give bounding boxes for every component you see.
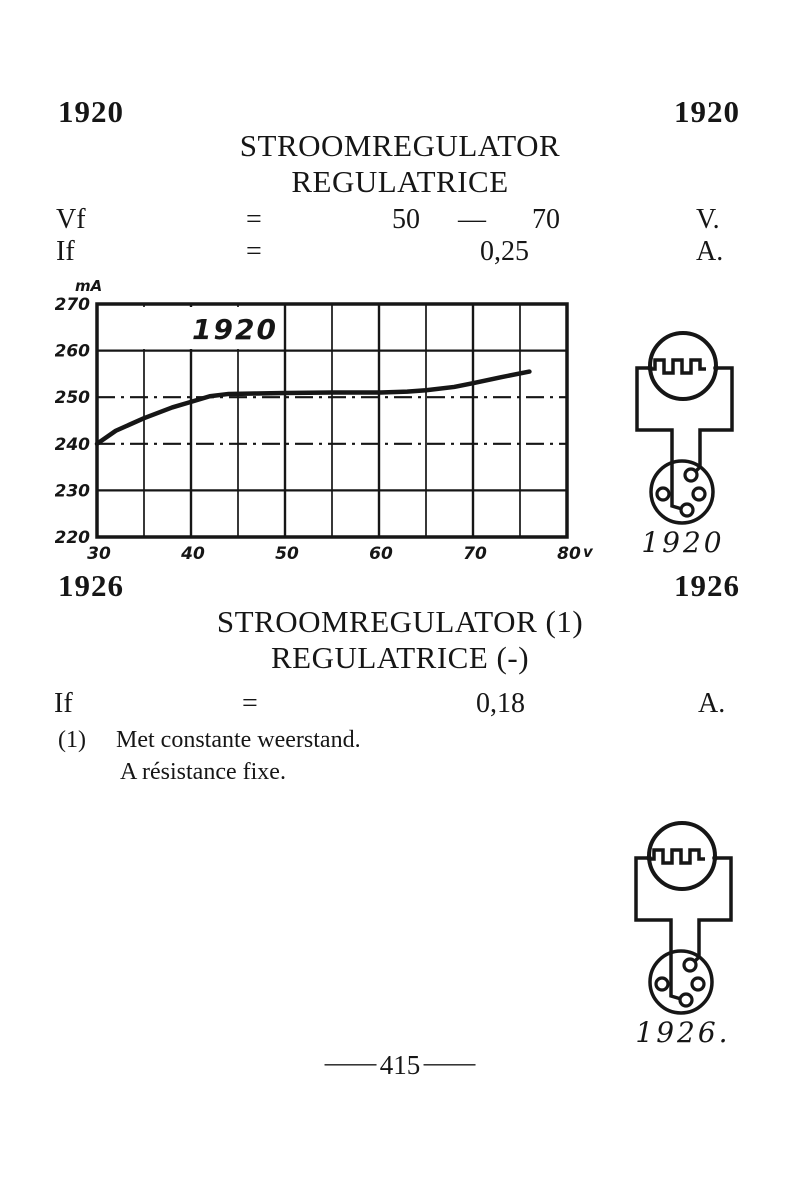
section-title-line2: REGULATRICE [291,164,509,199]
base-pin [692,978,704,990]
spec-row-vf [0,206,800,242]
y-tick-label: 270 [55,295,90,315]
x-tick-label: 30 [87,544,111,564]
base-pin [657,488,669,500]
x-tick-label: 80 [557,544,581,564]
base-pin [681,504,693,516]
x-tick-label: 50 [275,544,299,564]
base-pin [656,978,668,990]
year-header-1920-left: 1920 [58,94,124,129]
spec-label: If [56,236,75,267]
tube-schematic-1926 [612,818,752,1018]
spec-value: 0,18 [476,688,525,719]
base-pin [684,959,696,971]
x-tick-label: 60 [369,544,393,564]
page-number-value: 415 [379,1050,421,1080]
base-pin [693,488,705,500]
base-pin [685,469,697,481]
spec-row-if [0,238,800,274]
footnote-line1: Met constante weerstand. [116,727,361,753]
year-header-1926-left: 1926 [58,568,124,603]
section-title-line2: REGULATRICE (-) [270,640,530,675]
filament-icon [649,360,706,373]
symbol-caption-1920: 1920 [641,526,725,559]
section-title-line1: STROOMREGULATOR [239,128,561,163]
x-tick-label: 40 [181,544,205,564]
spec-value-min: 50 [392,204,420,235]
spec-value: 0,25 [480,236,529,267]
equals-sign: = [242,688,258,719]
spec-unit: A. [696,236,724,267]
year-header-1920-right: 1920 [674,94,740,129]
footnote-line2: A résistance fixe. [120,759,286,785]
y-tick-label: 260 [55,341,90,362]
y-axis-unit-label: mA [75,278,103,295]
spec-label: If [54,688,73,719]
spec-value-max: 70 [532,204,560,235]
range-dash: — [458,204,486,235]
y-tick-label: 220 [55,528,90,548]
equals-sign: = [246,236,262,267]
tube-schematic-1920 [613,328,753,528]
chart-title: 1920 [192,313,278,346]
chart-canvas [55,278,615,578]
x-axis-unit-label: v [583,543,593,561]
page-number-dash-left: — [324,1047,376,1077]
symbol-caption-1926: 1926. [635,1016,731,1049]
filament-icon [648,850,705,863]
x-tick-label: 70 [463,544,487,564]
spec-unit: A. [698,688,726,719]
year-header-1926-right: 1926 [674,568,740,603]
y-tick-label: 240 [55,434,90,455]
spec-row-if [0,690,800,726]
page-number-dash-right: — [424,1047,476,1077]
footnote-marker: (1) [58,727,86,753]
section-title-line1: STROOMREGULATOR (1) [216,604,584,639]
spec-label: Vf [56,204,86,235]
base-pin [680,994,692,1006]
page-number [0,1047,800,1080]
y-tick-label: 250 [55,388,90,409]
spec-unit: V. [696,204,720,235]
current-voltage-chart [55,278,615,578]
curve-1920 [97,372,529,444]
equals-sign: = [246,204,262,235]
y-tick-label: 230 [55,481,90,502]
